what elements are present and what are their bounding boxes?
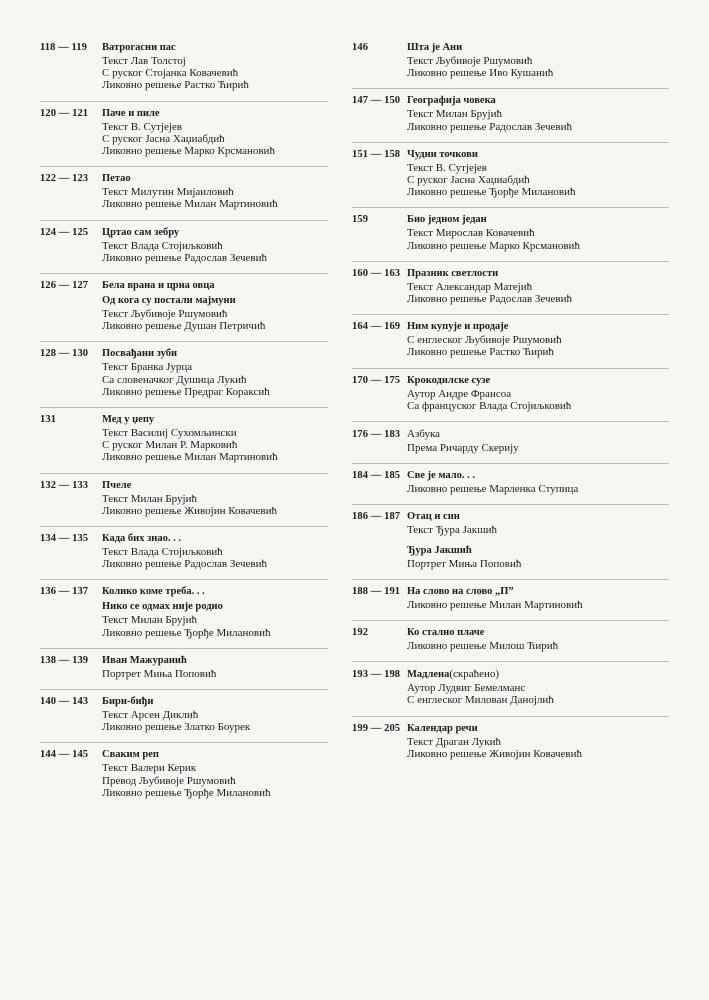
toc-entry xyxy=(352,668,682,706)
story-title: Мадлена xyxy=(407,669,450,681)
credit-line: Ликовно решење Милош Ћирић xyxy=(407,640,559,653)
toc-entry-title-row xyxy=(40,42,340,53)
page-range: 176 — 183 xyxy=(352,429,401,441)
story-title: Географија човека xyxy=(407,95,496,107)
credit-line: Текст Александар Матејић xyxy=(407,280,533,293)
toc-entry xyxy=(352,42,682,79)
page-range: 146 xyxy=(352,42,369,53)
credits-block xyxy=(407,682,682,706)
toc-entry-title-row xyxy=(352,375,682,386)
toc-entry-title-row xyxy=(352,321,682,332)
credit-line: Текст Арсен Диклић xyxy=(102,709,199,722)
credits-block xyxy=(102,240,340,264)
toc-entry-title-row xyxy=(40,414,340,425)
credits-block xyxy=(407,640,682,652)
page-range: 132 — 133 xyxy=(40,479,89,491)
toc-entry-title-row xyxy=(40,696,340,707)
credits-block xyxy=(102,546,340,570)
entry-divider xyxy=(352,421,669,422)
credit-line: Ликовно решење Златко Боурек xyxy=(102,721,251,734)
credit-line: Текст Мирослав Ковачевић xyxy=(407,227,535,240)
story-title: Цртао сам зебру xyxy=(102,226,180,238)
credit-line: Текст Лав Толстој xyxy=(102,55,186,67)
toc-entry xyxy=(40,414,340,464)
entry-divider xyxy=(40,473,328,474)
page-range: 131 xyxy=(40,414,57,426)
toc-entry-title-row xyxy=(40,348,340,359)
entry-divider xyxy=(352,579,669,580)
entry-divider xyxy=(40,273,328,274)
story-title: На слово на слово „П” xyxy=(407,585,514,597)
credit-line: Портрет Миња Поповић xyxy=(407,557,522,570)
entry-divider xyxy=(40,742,328,743)
credit-line: Ликовно решење Растко Ћирић xyxy=(102,79,249,92)
credit-line: Превод Љубивоје Ршумовић xyxy=(102,774,236,787)
story-title: Крокодилске сузе xyxy=(407,374,491,386)
toc-entry-title-row xyxy=(40,280,340,291)
toc-entry-title-row xyxy=(352,95,682,106)
toc-entry xyxy=(352,627,682,652)
page-range: 192 xyxy=(352,627,369,639)
toc-entry xyxy=(352,149,682,199)
credit-line: Текст Василиј Сухомљински xyxy=(102,427,237,440)
credit-line: Ликовно решење Растко Ћирић xyxy=(407,346,554,359)
toc-entry-title-row xyxy=(352,511,682,522)
page-range: 147 — 150 xyxy=(352,95,401,107)
credits-block xyxy=(407,524,682,536)
page-range: 138 — 139 xyxy=(40,654,89,666)
story-title: Календар речи xyxy=(407,722,478,734)
story-title: Пчеле xyxy=(102,479,132,491)
entry-divider xyxy=(352,716,669,717)
credits-block xyxy=(407,558,682,570)
entry-divider xyxy=(40,407,328,408)
entry-divider xyxy=(352,207,669,208)
story-title: Када бих знао. . . xyxy=(102,533,181,545)
entry-divider xyxy=(40,341,328,342)
story-title: Ватрогасни пас xyxy=(102,42,176,53)
credit-line: Ликовно решење Живојин Ковачевић xyxy=(102,504,278,517)
credit-line: Према Ричарду Скерију xyxy=(407,442,519,455)
toc-entry xyxy=(40,348,340,398)
credit-line: Ликовно решење Марко Крсмановић xyxy=(407,239,580,252)
credit-line: С руског Стојанка Ковачевић xyxy=(102,67,239,80)
credit-line: Текст Милутин Мијаиловић xyxy=(102,186,234,199)
credit-line: Ликовно решење Марко Крсмановић xyxy=(102,145,275,158)
credits-block xyxy=(407,388,682,412)
credit-line: Текст Љубивоје Ршумовић xyxy=(102,308,228,321)
toc-entry xyxy=(40,655,340,680)
toc-entry-title-row xyxy=(40,749,340,760)
credits-block xyxy=(407,162,682,199)
toc-entry xyxy=(40,749,340,799)
credit-line: Ликовно решење Радослав Зечевић xyxy=(102,558,267,571)
credit-line: Ликовно решење Марленка Ступица xyxy=(407,483,579,496)
page-range: 164 — 169 xyxy=(352,321,401,333)
toc-entry-title-row xyxy=(40,480,340,491)
page-range: 160 — 163 xyxy=(352,267,401,279)
credits-block xyxy=(102,186,340,210)
credit-line: Ликовно решење Милан Мартиновић xyxy=(102,198,278,211)
toc-entry xyxy=(352,268,682,305)
credit-line: С енглеског Милован Данојлић xyxy=(407,694,554,707)
page-range: 120 — 121 xyxy=(40,107,89,119)
story-title: Сваким реп xyxy=(102,749,159,761)
credit-line: С руског Милан Р. Марковић xyxy=(102,439,238,452)
entry-divider xyxy=(352,261,669,262)
entry-divider xyxy=(352,314,669,315)
credit-line: С руског Јасна Хаџиабдић xyxy=(102,132,225,145)
credit-line: Ликовно решење Живојин Ковачевић xyxy=(407,747,583,760)
credit-line: Текст Милан Брујић xyxy=(407,108,502,121)
toc-entry xyxy=(40,696,340,733)
toc-entry-title-row xyxy=(352,627,682,638)
toc-entry xyxy=(352,470,682,495)
credit-line: Аутор Лудвиг Бемелманс xyxy=(407,682,526,695)
entry-divider xyxy=(40,689,328,690)
toc-entry xyxy=(352,428,682,454)
story-title: Све је мало. . . xyxy=(407,470,476,482)
credits-block xyxy=(102,493,340,517)
entry-divider xyxy=(352,368,669,369)
credit-line: Текст Бранка Јурца xyxy=(102,361,193,374)
toc-entry xyxy=(40,280,340,332)
credit-line: Текст Ђура Јакшић xyxy=(407,524,497,537)
credit-line: Ликовно решење Ђорђе Милановић xyxy=(102,786,271,799)
credit-line: Ликовно решење Душан Петричић xyxy=(102,320,266,333)
toc-entry-title-row xyxy=(40,227,340,238)
story-title: Посвађани зуби xyxy=(102,348,178,360)
credits-block xyxy=(102,308,340,332)
credits-block xyxy=(407,599,682,611)
credit-line: Ликовно решење Ђорђе Милановић xyxy=(102,626,271,639)
toc-entry-title-row xyxy=(352,42,682,53)
story-title: Паче и пиле xyxy=(102,107,160,119)
credits-block xyxy=(102,668,340,680)
page-range: 124 — 125 xyxy=(40,226,89,238)
toc-entry xyxy=(40,42,340,92)
toc-entry-title-row xyxy=(40,533,340,544)
page-range: 134 — 135 xyxy=(40,533,89,545)
credits-block xyxy=(407,227,682,251)
entry-divider xyxy=(352,620,669,621)
page-range: 140 — 143 xyxy=(40,696,89,708)
story-subtitle: Ђура Јакшић xyxy=(407,544,472,556)
toc-entry xyxy=(40,108,340,158)
credits-block xyxy=(407,442,682,454)
story-subtitle: Нико се одмах није родио xyxy=(102,601,223,613)
toc-entry-title-row xyxy=(352,214,682,225)
page-range: 118 — 119 xyxy=(40,42,87,53)
toc-entry-title-row xyxy=(352,668,682,680)
entry-divider xyxy=(40,648,328,649)
credits-block xyxy=(407,334,682,358)
page-range: 186 — 187 xyxy=(352,511,401,523)
credit-line: Ликовно решење Радослав Зечевић xyxy=(407,120,572,133)
page-range: 151 — 158 xyxy=(352,148,401,160)
story-title: Мед у џепу xyxy=(102,414,155,426)
credit-line: Текст Влада Стојиљковић xyxy=(102,546,223,559)
credit-line: Ликовно решење Предраг Кораксић xyxy=(102,385,270,398)
toc-entry xyxy=(40,586,340,638)
story-title: Азбука xyxy=(407,428,441,441)
page-range: 184 — 185 xyxy=(352,470,401,482)
entry-divider xyxy=(352,463,669,464)
page-range: 193 — 198 xyxy=(352,669,401,681)
story-title: Отац и син xyxy=(407,511,460,523)
credit-line: Портрет Миња Поповић xyxy=(102,667,217,680)
toc-entry-title-row xyxy=(352,586,682,597)
toc-entry-title-row xyxy=(352,428,682,440)
toc-entry xyxy=(352,321,682,358)
credit-line: Ликовно решење Радослав Зечевић xyxy=(102,251,267,264)
credits-block xyxy=(407,55,682,79)
credits-block xyxy=(102,427,340,464)
page-range: 136 — 137 xyxy=(40,586,89,598)
page-range: 159 xyxy=(352,214,369,226)
toc-entry-title-row xyxy=(352,470,682,481)
page-range: 128 — 130 xyxy=(40,348,89,360)
story-title: Шта је Ани xyxy=(407,42,463,53)
entry-divider xyxy=(352,142,669,143)
credit-line: Ликовно решење Милан Мартиновић xyxy=(407,598,583,611)
credit-line: Ликовно решење Иво Кушанић xyxy=(407,67,554,80)
page-range: 199 — 205 xyxy=(352,722,401,734)
toc-right-column xyxy=(352,42,682,769)
credits-block xyxy=(407,483,682,495)
story-title: Иван Мажуранић xyxy=(102,654,187,666)
credit-line: Ликовно решење Милан Мартиновић xyxy=(102,451,278,464)
credit-line: Ликовно решење Радослав Зечевић xyxy=(407,293,572,306)
page-range: 126 — 127 xyxy=(40,280,89,292)
toc-entry xyxy=(40,173,340,210)
entry-divider xyxy=(40,166,328,167)
credits-block xyxy=(102,614,340,638)
credits-block xyxy=(102,121,340,158)
credit-line: Текст Љубивоје Ршумовић xyxy=(407,55,533,67)
toc-entry-title-row xyxy=(40,655,340,666)
credit-line: Текст Милан Брујић xyxy=(102,492,197,505)
credit-line: С енглеског Љубивоје Ршумовић xyxy=(407,334,562,347)
story-title: Бири-биђи xyxy=(102,696,154,708)
toc-entry-title-row xyxy=(352,149,682,160)
credit-line: Са словеначког Душица Лукић xyxy=(102,373,247,386)
credit-line: Текст В. Сутјејев xyxy=(407,161,487,174)
toc-left-column xyxy=(40,42,340,808)
credits-block xyxy=(407,736,682,760)
credit-line: Са француског Влада Стојиљковић xyxy=(407,399,572,412)
toc-entry xyxy=(352,723,682,760)
credit-line: Текст Милан Брујић xyxy=(102,614,197,627)
credit-line: Аутор Андре Франсоа xyxy=(407,387,512,400)
entry-divider xyxy=(352,504,669,505)
story-title: Био једном један xyxy=(407,214,487,226)
credits-block xyxy=(102,762,340,799)
credit-line: Текст Влада Стојиљковић xyxy=(102,239,223,252)
toc-entry xyxy=(40,227,340,264)
story-title-note: (скраћено) xyxy=(449,668,500,681)
toc-entry-title-row xyxy=(352,268,682,279)
toc-entry xyxy=(352,511,682,569)
story-title: Ко стално плаче xyxy=(407,627,485,639)
toc-entry xyxy=(352,375,682,412)
credits-block xyxy=(407,108,682,132)
page-range: 144 — 145 xyxy=(40,749,89,761)
toc-entry xyxy=(352,214,682,251)
toc-entry xyxy=(40,533,340,570)
page-range: 170 — 175 xyxy=(352,374,401,386)
entry-divider xyxy=(40,220,328,221)
toc-entry-title-row xyxy=(40,586,340,597)
story-subtitle: Од кога су постали мајмуни xyxy=(102,295,236,307)
story-title: Колико коме треба. . . xyxy=(102,586,205,598)
credit-line: Текст Валери Керик xyxy=(102,762,197,775)
credits-block xyxy=(407,281,682,305)
toc-entry-title-row xyxy=(352,723,682,734)
credits-block xyxy=(102,709,340,733)
page-range: 188 — 191 xyxy=(352,585,401,597)
story-title: Петао xyxy=(102,173,131,185)
entry-divider xyxy=(40,526,328,527)
credit-line: Текст Драган Лукић xyxy=(407,735,502,748)
entry-divider xyxy=(352,661,669,662)
toc-entry xyxy=(352,586,682,611)
story-title: Чудни точкови xyxy=(407,148,478,160)
credits-block xyxy=(102,55,340,92)
story-title: Ним купује и продаје xyxy=(407,321,509,333)
entry-divider xyxy=(40,101,328,102)
toc-entry-title-row xyxy=(40,108,340,119)
story-title: Празник светлости xyxy=(407,267,499,279)
toc-entry-title-row xyxy=(40,173,340,184)
toc-entry xyxy=(40,480,340,517)
entry-divider xyxy=(352,88,669,89)
credit-line: Текст В. Сутјејев xyxy=(102,120,182,133)
page-range: 122 — 123 xyxy=(40,173,89,185)
story-title: Бела врана и црна овца xyxy=(102,280,215,292)
toc-entry xyxy=(352,95,682,132)
credit-line: С руског Јасна Хаџиабдић xyxy=(407,174,530,187)
entry-divider xyxy=(40,579,328,580)
credit-line: Ликовно решење Ђорђе Милановић xyxy=(407,186,576,199)
credits-block xyxy=(102,361,340,398)
